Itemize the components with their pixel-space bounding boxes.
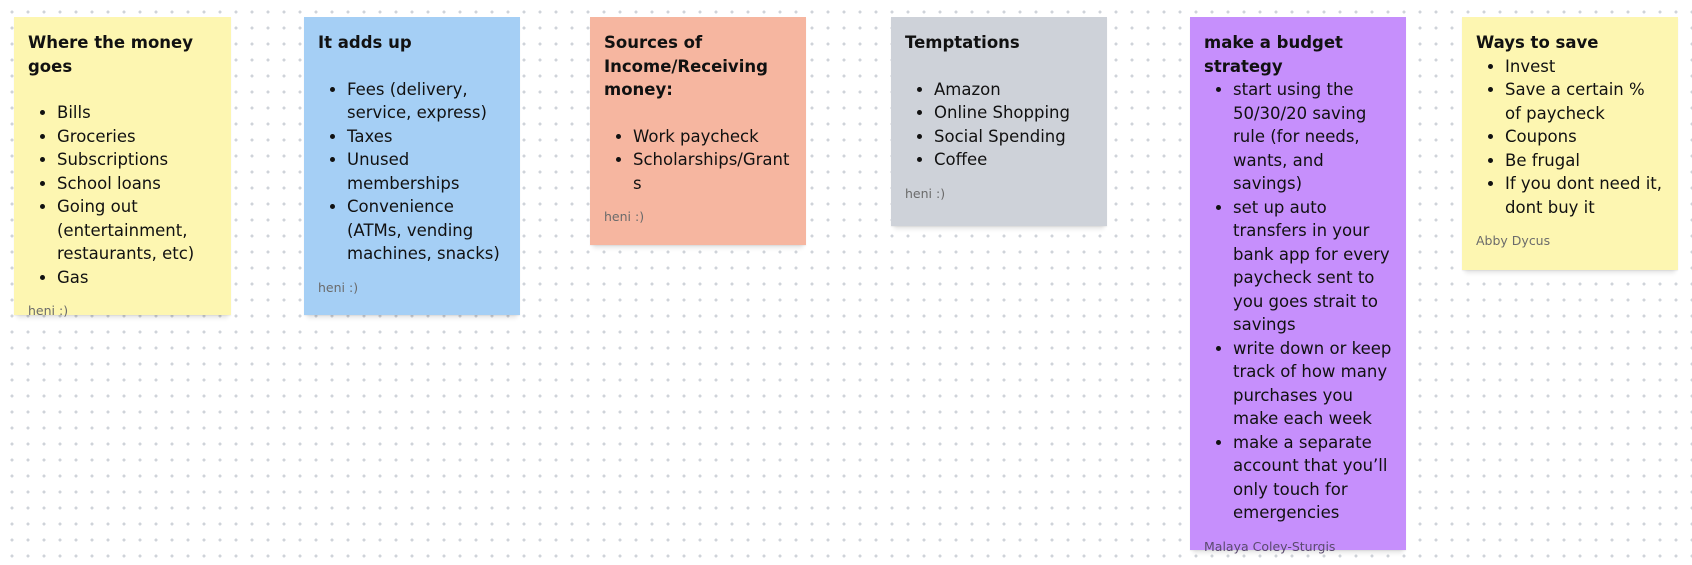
note-title: make a budget strategy xyxy=(1204,33,1343,76)
list-item: • Social Spending xyxy=(934,125,1093,149)
list-item: • Gas xyxy=(57,266,217,290)
note-author: heni :) xyxy=(28,303,69,318)
list-item: • write down or keep track of how many purchases you make each week xyxy=(1233,337,1392,431)
list-item: • Work paycheck xyxy=(633,125,792,149)
list-item: • Coffee xyxy=(934,148,1093,172)
list-item: • Bills xyxy=(57,101,217,125)
sticky-note-sources-of-income[interactable] xyxy=(590,17,806,245)
sticky-note-budget-strategy[interactable] xyxy=(1190,17,1406,554)
list-item: • make a separate account that you’ll only touch for emergencies xyxy=(1233,431,1392,525)
note-author: heni :) xyxy=(905,185,946,201)
list-item: • Fees (delivery, service, express) xyxy=(347,78,506,125)
sticky-note-it-adds-up[interactable] xyxy=(304,17,520,315)
list-item: • Be frugal xyxy=(1505,149,1664,173)
note-author: Abby Dycus xyxy=(1476,233,1551,248)
note-title: Temptations xyxy=(905,33,1020,52)
note-list xyxy=(1476,55,1664,220)
note-author: heni :) xyxy=(604,209,645,224)
list-item: • Amazon xyxy=(934,78,1093,102)
list-item: • If you dont need it, dont buy it xyxy=(1505,172,1664,219)
list-item: • School loans xyxy=(57,172,217,196)
sticky-note-temptations[interactable] xyxy=(891,17,1107,226)
note-title: Sources of Income/Receiving money: xyxy=(604,33,768,99)
list-item: • start using the 50/30/20 saving rule (for needs, wants, and savings) xyxy=(1233,78,1392,196)
note-list xyxy=(905,78,1093,172)
note-list xyxy=(1204,78,1392,525)
list-item: • Invest xyxy=(1505,55,1664,79)
note-author: Malaya Coley-Sturgis xyxy=(1204,538,1336,554)
sticky-note-ways-to-save[interactable] xyxy=(1462,17,1678,270)
note-list xyxy=(318,78,506,266)
note-title: Where the money goes xyxy=(28,33,193,76)
list-item: • Going out (entertainment, restaurants, etc) xyxy=(57,195,217,266)
note-title: Ways to save xyxy=(1476,33,1599,52)
list-item: • Coupons xyxy=(1505,125,1664,149)
list-item: • Online Shopping xyxy=(934,101,1093,125)
sticky-note-where-the-money-goes[interactable] xyxy=(14,17,231,318)
note-author: heni :) xyxy=(318,279,359,295)
list-item: • Unused memberships xyxy=(347,148,506,195)
list-item: • Subscriptions xyxy=(57,148,217,172)
note-list xyxy=(28,101,217,289)
list-item: • Scholarships/Grants xyxy=(633,148,792,195)
list-item: • Groceries xyxy=(57,125,217,149)
list-item: • Save a certain % of paycheck xyxy=(1505,78,1664,125)
note-title: It adds up xyxy=(318,33,412,52)
list-item: • Convenience (ATMs, vending machines, snacks) xyxy=(347,195,506,266)
note-list xyxy=(604,125,792,196)
list-item: • Taxes xyxy=(347,125,506,149)
list-item: • set up auto transfers in your bank app for every paycheck sent to you goes strait to savings xyxy=(1233,196,1392,337)
